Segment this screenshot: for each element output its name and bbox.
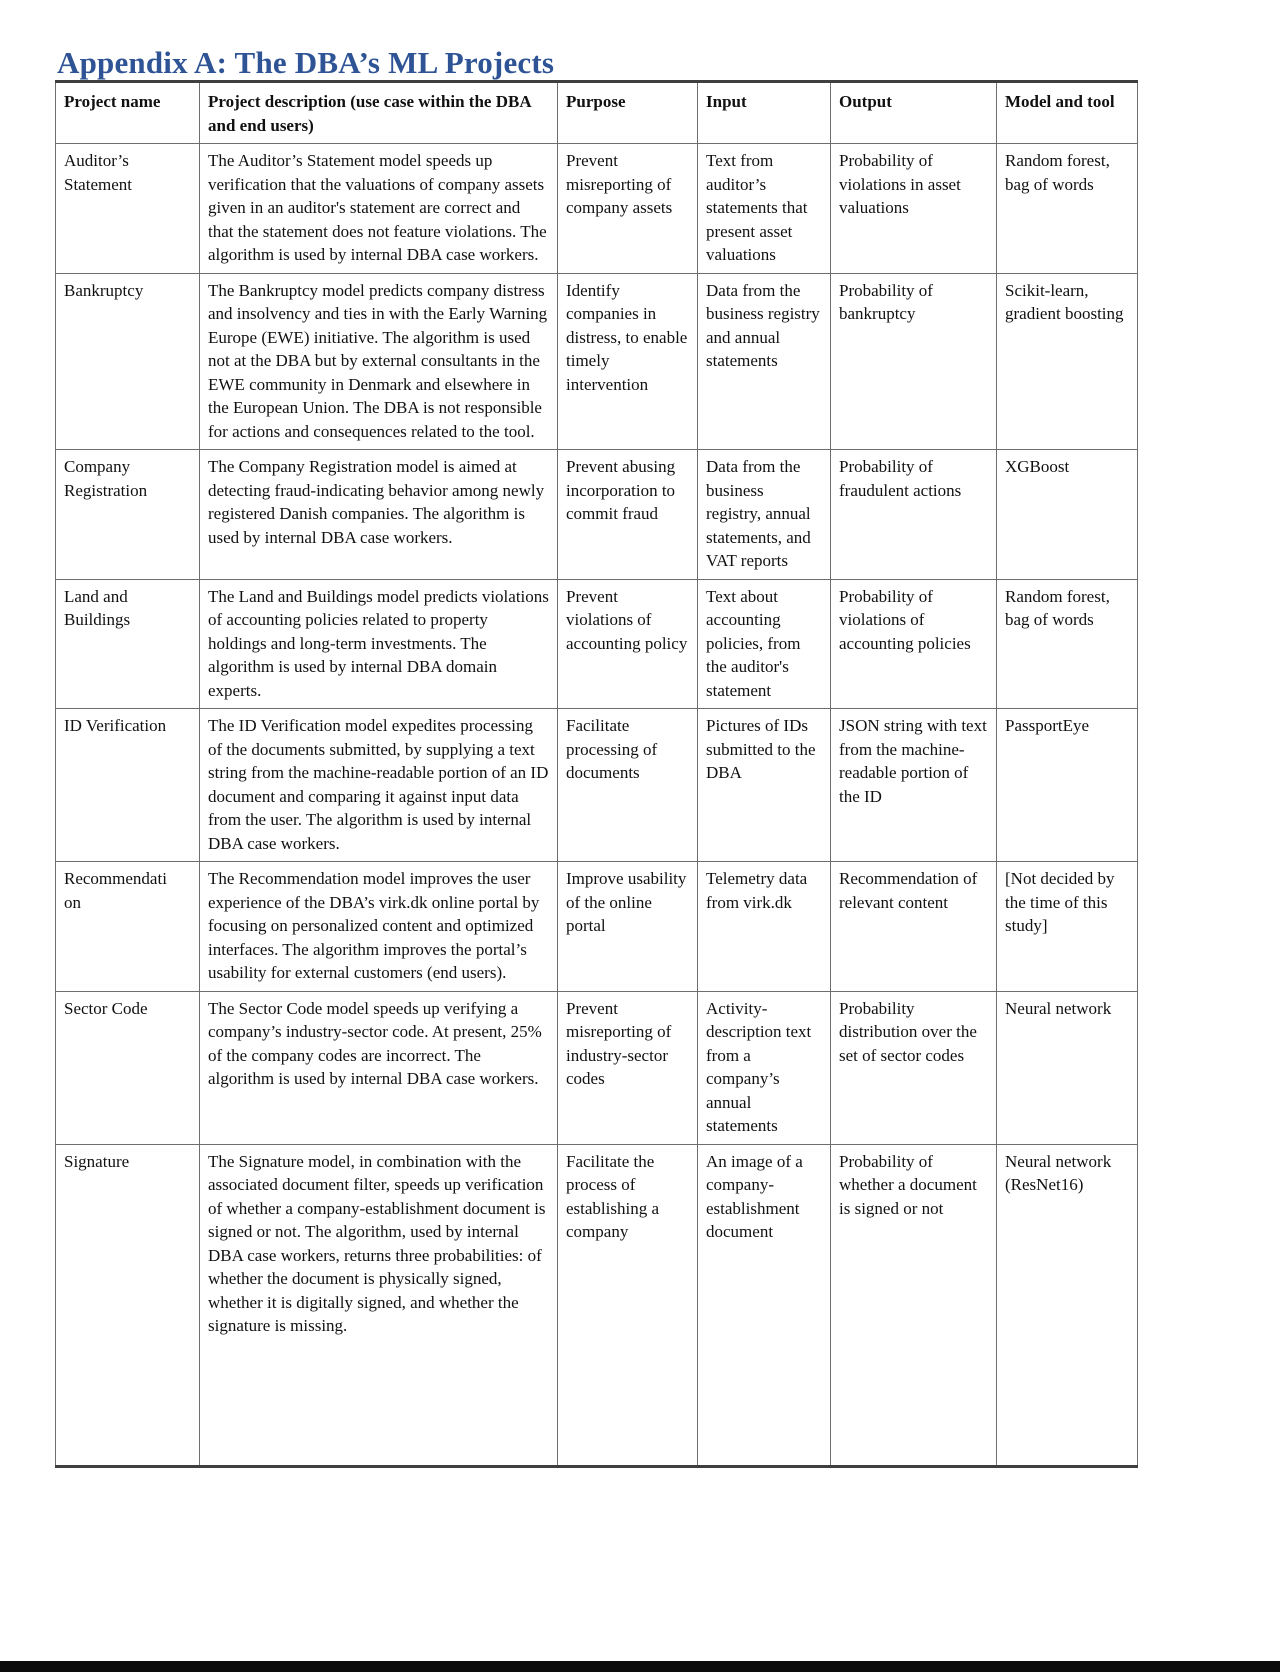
table-row bbox=[56, 1144, 1138, 1466]
cell-project-name: Auditor’s Statement bbox=[56, 144, 200, 274]
cell-project-name: Company Registration bbox=[56, 450, 200, 580]
column-header-input: Input bbox=[698, 82, 831, 144]
cell-model: Scikit-learn, gradient boosting bbox=[997, 273, 1138, 450]
cell-purpose: Facilitate processing of documents bbox=[558, 709, 698, 862]
cell-model: PassportEye bbox=[997, 709, 1138, 862]
column-header-model: Model and tool bbox=[997, 82, 1138, 144]
column-header-purpose: Purpose bbox=[558, 82, 698, 144]
column-header-project-name: Project name bbox=[56, 82, 200, 144]
cell-input: Activity-description text from a company’s annual statements bbox=[698, 991, 831, 1144]
cell-description: The Bankruptcy model predicts company distress and insolvency and ties in with the Early Warning Europe (EWE) initiative. The algorithm is used not at the DBA but by external consultants in the EWE community in Denmark and elsewhere in the European Union. The DBA is not responsible for actions and consequences related to the tool. bbox=[200, 273, 558, 450]
cell-input: Pictures of IDs submitted to the DBA bbox=[698, 709, 831, 862]
table-header-row bbox=[56, 82, 1138, 144]
table-row bbox=[56, 991, 1138, 1144]
cell-purpose: Prevent misreporting of industry-sector codes bbox=[558, 991, 698, 1144]
page-title: Appendix A: The DBA’s ML Projects bbox=[57, 44, 555, 80]
table-row bbox=[56, 450, 1138, 580]
cell-input: Text about accounting policies, from the auditor's statement bbox=[698, 579, 831, 709]
table-row bbox=[56, 709, 1138, 862]
cell-purpose: Prevent violations of accounting policy bbox=[558, 579, 698, 709]
cell-input: Telemetry data from virk.dk bbox=[698, 862, 831, 992]
cell-project-name: Bankruptcy bbox=[56, 273, 200, 450]
cell-project-name: ID Verification bbox=[56, 709, 200, 862]
cell-project-name: Sector Code bbox=[56, 991, 200, 1144]
cell-model: XGBoost bbox=[997, 450, 1138, 580]
cell-output: Probability of whether a document is signed or not bbox=[831, 1144, 997, 1466]
cell-input: Data from the business registry, annual statements, and VAT reports bbox=[698, 450, 831, 580]
cell-output: Probability of violations in asset valuations bbox=[831, 144, 997, 274]
cell-output: JSON string with text from the machine-readable portion of the ID bbox=[831, 709, 997, 862]
ml-projects-table bbox=[55, 80, 1138, 1468]
cell-input: Data from the business registry and annual statements bbox=[698, 273, 831, 450]
cell-model: Random forest, bag of words bbox=[997, 579, 1138, 709]
table-row bbox=[56, 273, 1138, 450]
cell-purpose: Identify companies in distress, to enable timely intervention bbox=[558, 273, 698, 450]
cell-model: [Not decided by the time of this study] bbox=[997, 862, 1138, 992]
cell-input: An image of a company-establishment document bbox=[698, 1144, 831, 1466]
cell-output: Probability of bankruptcy bbox=[831, 273, 997, 450]
cell-project-name: Recommendation bbox=[56, 862, 200, 992]
cell-purpose: Improve usability of the online portal bbox=[558, 862, 698, 992]
table-row bbox=[56, 579, 1138, 709]
cell-purpose: Prevent abusing incorporation to commit fraud bbox=[558, 450, 698, 580]
bottom-bar bbox=[0, 1661, 1280, 1672]
column-header-output: Output bbox=[831, 82, 997, 144]
cell-description: The Company Registration model is aimed at detecting fraud-indicating behavior among newly registered Danish companies. The algorithm is used by internal DBA case workers. bbox=[200, 450, 558, 580]
cell-description: The Recommendation model improves the user experience of the DBA’s virk.dk online portal by focusing on personalized content and optimized interfaces. The algorithm improves the portal’s usability for external customers (end users). bbox=[200, 862, 558, 992]
column-header-description: Project description (use case within the DBA and end users) bbox=[200, 82, 558, 144]
cell-description: The Auditor’s Statement model speeds up verification that the valuations of company assets given in an auditor's statement are correct and that the statement does not feature violations. The algorithm is used by internal DBA case workers. bbox=[200, 144, 558, 274]
cell-output: Recommendation of relevant content bbox=[831, 862, 997, 992]
cell-output: Probability of violations of accounting policies bbox=[831, 579, 997, 709]
table-row bbox=[56, 144, 1138, 274]
cell-description: The Land and Buildings model predicts violations of accounting policies related to property holdings and long-term investments. The algorithm is used by internal DBA domain experts. bbox=[200, 579, 558, 709]
cell-model: Neural network bbox=[997, 991, 1138, 1144]
table-row bbox=[56, 862, 1138, 992]
cell-description: The Signature model, in combination with the associated document filter, speeds up verification of whether a company-establishment document is signed or not. The algorithm, used by internal DBA case workers, returns three probabilities: of whether the document is physically signed, whether it is digitally signed, and whether the signature is missing. bbox=[200, 1144, 558, 1466]
cell-output: Probability distribution over the set of sector codes bbox=[831, 991, 997, 1144]
cell-description: The ID Verification model expedites processing of the documents submitted, by supplying a text string from the machine-readable portion of an ID document and comparing it against input data from the user. The algorithm is used by internal DBA case workers. bbox=[200, 709, 558, 862]
cell-purpose: Facilitate the process of establishing a company bbox=[558, 1144, 698, 1466]
cell-input: Text from auditor’s statements that present asset valuations bbox=[698, 144, 831, 274]
cell-project-name: Land and Buildings bbox=[56, 579, 200, 709]
cell-model: Neural network (ResNet16) bbox=[997, 1144, 1138, 1466]
cell-purpose: Prevent misreporting of company assets bbox=[558, 144, 698, 274]
cell-description: The Sector Code model speeds up verifying a company’s industry-sector code. At present, 25% of the company codes are incorrect. The algorithm is used by internal DBA case workers. bbox=[200, 991, 558, 1144]
cell-model: Random forest, bag of words bbox=[997, 144, 1138, 274]
cell-project-name: Signature bbox=[56, 1144, 200, 1466]
cell-output: Probability of fraudulent actions bbox=[831, 450, 997, 580]
